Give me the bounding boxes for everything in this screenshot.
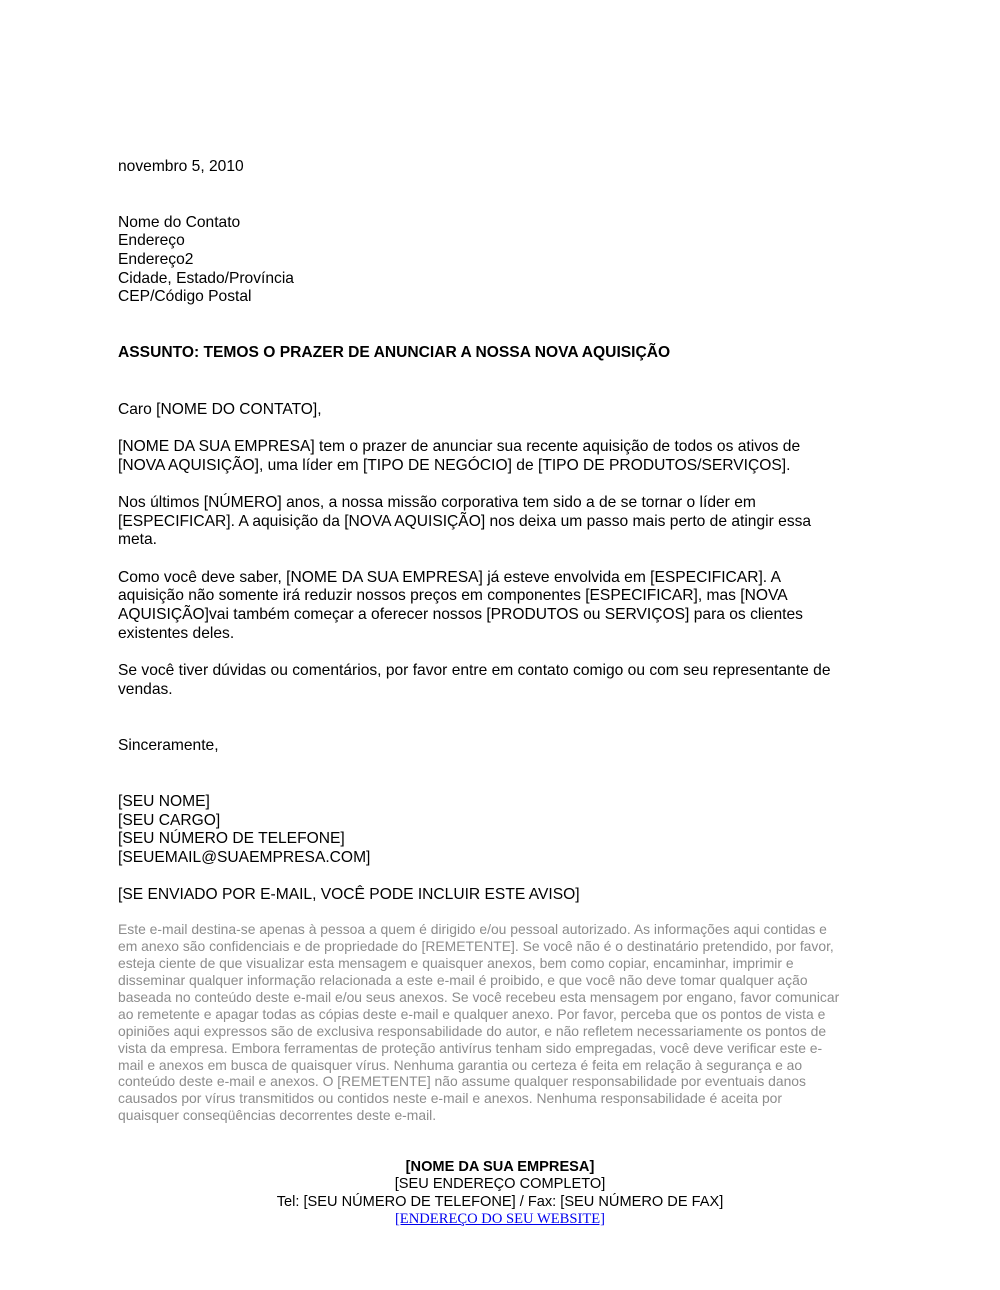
- signature-email: [SEUEMAIL@SUAEMPRESA.COM]: [118, 849, 371, 867]
- paragraph-line: AQUISIÇÃO]vai também começar a oferecer nossos [PRODUTOS ou SERVIÇOS] para os clientes: [118, 606, 803, 624]
- recipient-city: Cidade, Estado/Província: [118, 269, 294, 287]
- closing: Sinceramente,: [118, 736, 219, 754]
- paragraph-line: [ESPECIFICAR]. A aquisição da [NOVA AQUISIÇÃO] nos deixa um passo mais perto de atingir essa: [118, 512, 812, 530]
- paragraph-line: meta.: [118, 531, 157, 549]
- recipient-address2: Endereço2: [118, 251, 194, 269]
- disclaimer-line: baseada no conteúdo deste e-mail e/ou seus anexos. Se você recebeu esta mensagem por engano, favor comunicar: [118, 988, 840, 1005]
- signature-name: [SEU NOME]: [118, 792, 210, 810]
- paragraph-line: existentes deles.: [118, 624, 235, 642]
- paragraph-line: aquisição não somente irá reduzir nossos preços em componentes [ESPECIFICAR], mas [NOVA: [118, 587, 788, 605]
- disclaimer-line: esteja ciente de que visualizar esta mensagem e quaisquer anexos, bem como copiar, encaminhar, imprimir e: [118, 954, 794, 971]
- paragraph-line: vendas.: [118, 680, 173, 698]
- email-disclaimer: [118, 921, 839, 1124]
- footer-company: [NOME DA SUA EMPRESA]: [405, 1159, 595, 1175]
- recipient-postal: CEP/Código Postal: [118, 288, 252, 306]
- recipient-name: Nome do Contato: [118, 213, 241, 231]
- paragraph-line: Nos últimos [NÚMERO] anos, a nossa missão corporativa tem sido a de se tornar o líder em: [118, 493, 756, 511]
- footer-address: [SEU ENDEREÇO COMPLETO]: [394, 1176, 606, 1193]
- subject-line: ASSUNTO: TEMOS O PRAZER DE ANUNCIAR A NOSSA NOVA AQUISIÇÃO: [118, 344, 671, 362]
- paragraph-line: Como você deve saber, [NOME DA SUA EMPRESA] já esteve envolvida em [ESPECIFICAR]. A: [118, 568, 781, 586]
- letter-footer: [0, 1159, 1000, 1229]
- disclaimer-line: causados por vírus transmitidos ou contidos neste e-mail e anexos. Nenhuma responsabilidade é aceita por: [118, 1090, 783, 1107]
- notice-heading: [SE ENVIADO POR E-MAIL, VOCÊ PODE INCLUIR ESTE AVISO]: [118, 886, 580, 904]
- signature-phone: [SEU NÚMERO DE TELEFONE]: [118, 830, 345, 848]
- footer-website-link[interactable]: [ENDEREÇO DO SEU WEBSITE]: [394, 1211, 606, 1228]
- letter-body: [118, 158, 831, 906]
- disclaimer-line: opiniões aqui expressos são de exclusiva responsabilidade do autor, e não refletem necessariamente os pontos de: [118, 1022, 827, 1039]
- disclaimer-line: ao remetente e apagar todas as cópias deste e-mail e qualquer anexo. Por favor, perceba que os pontos de vista e: [118, 1005, 826, 1022]
- footer-phone-fax: Tel: [SEU NÚMERO DE TELEFONE] / Fax: [SEU NÚMERO DE FAX]: [276, 1193, 724, 1210]
- disclaimer-line: disseminar qualquer informação relacionada a este e-mail é proibido, e que você não deve tomar qualquer ação: [118, 971, 808, 988]
- disclaimer-line: quaisquer conseqüências decorrentes deste e-mail.: [118, 1107, 437, 1124]
- disclaimer-line: em anexo são confidenciais e de propriedade do [REMETENTE]. Se você não é o destinatário pretendido, por favor,: [118, 937, 834, 954]
- paragraph-line: [NOVA AQUISIÇÃO], uma líder em [TIPO DE NEGÓCIO] de [TIPO DE PRODUTOS/SERVIÇOS].: [118, 456, 791, 474]
- recipient-address: Endereço: [118, 232, 185, 250]
- paragraph-line: Se você tiver dúvidas ou comentários, por favor entre em contato comigo ou com seu representante de: [118, 662, 831, 680]
- disclaimer-line: mail e anexos em busca de quaisquer vírus. Nenhuma garantia ou certeza é feita em relação à segurança e ao: [118, 1056, 803, 1073]
- letter-date: novembro 5, 2010: [118, 157, 244, 175]
- paragraph-line: [NOME DA SUA EMPRESA] tem o prazer de anunciar sua recente aquisição de todos os ativos de: [118, 437, 801, 455]
- disclaimer-line: vista da empresa. Embora ferramentas de proteção antivírus tenham sido empregadas, você deve verificar este e-: [118, 1039, 823, 1056]
- salutation: Caro [NOME DO CONTATO],: [118, 400, 322, 418]
- disclaimer-line: conteúdo deste e-mail e anexos. O [REMETENTE] não assume qualquer responsabilidade por eventuais danos: [118, 1073, 806, 1090]
- signature-title: [SEU CARGO]: [118, 811, 221, 829]
- disclaimer-line: Este e-mail destina-se apenas à pessoa a quem é dirigido e/ou pessoal autorizado. As informações aqui contidas e: [118, 921, 827, 937]
